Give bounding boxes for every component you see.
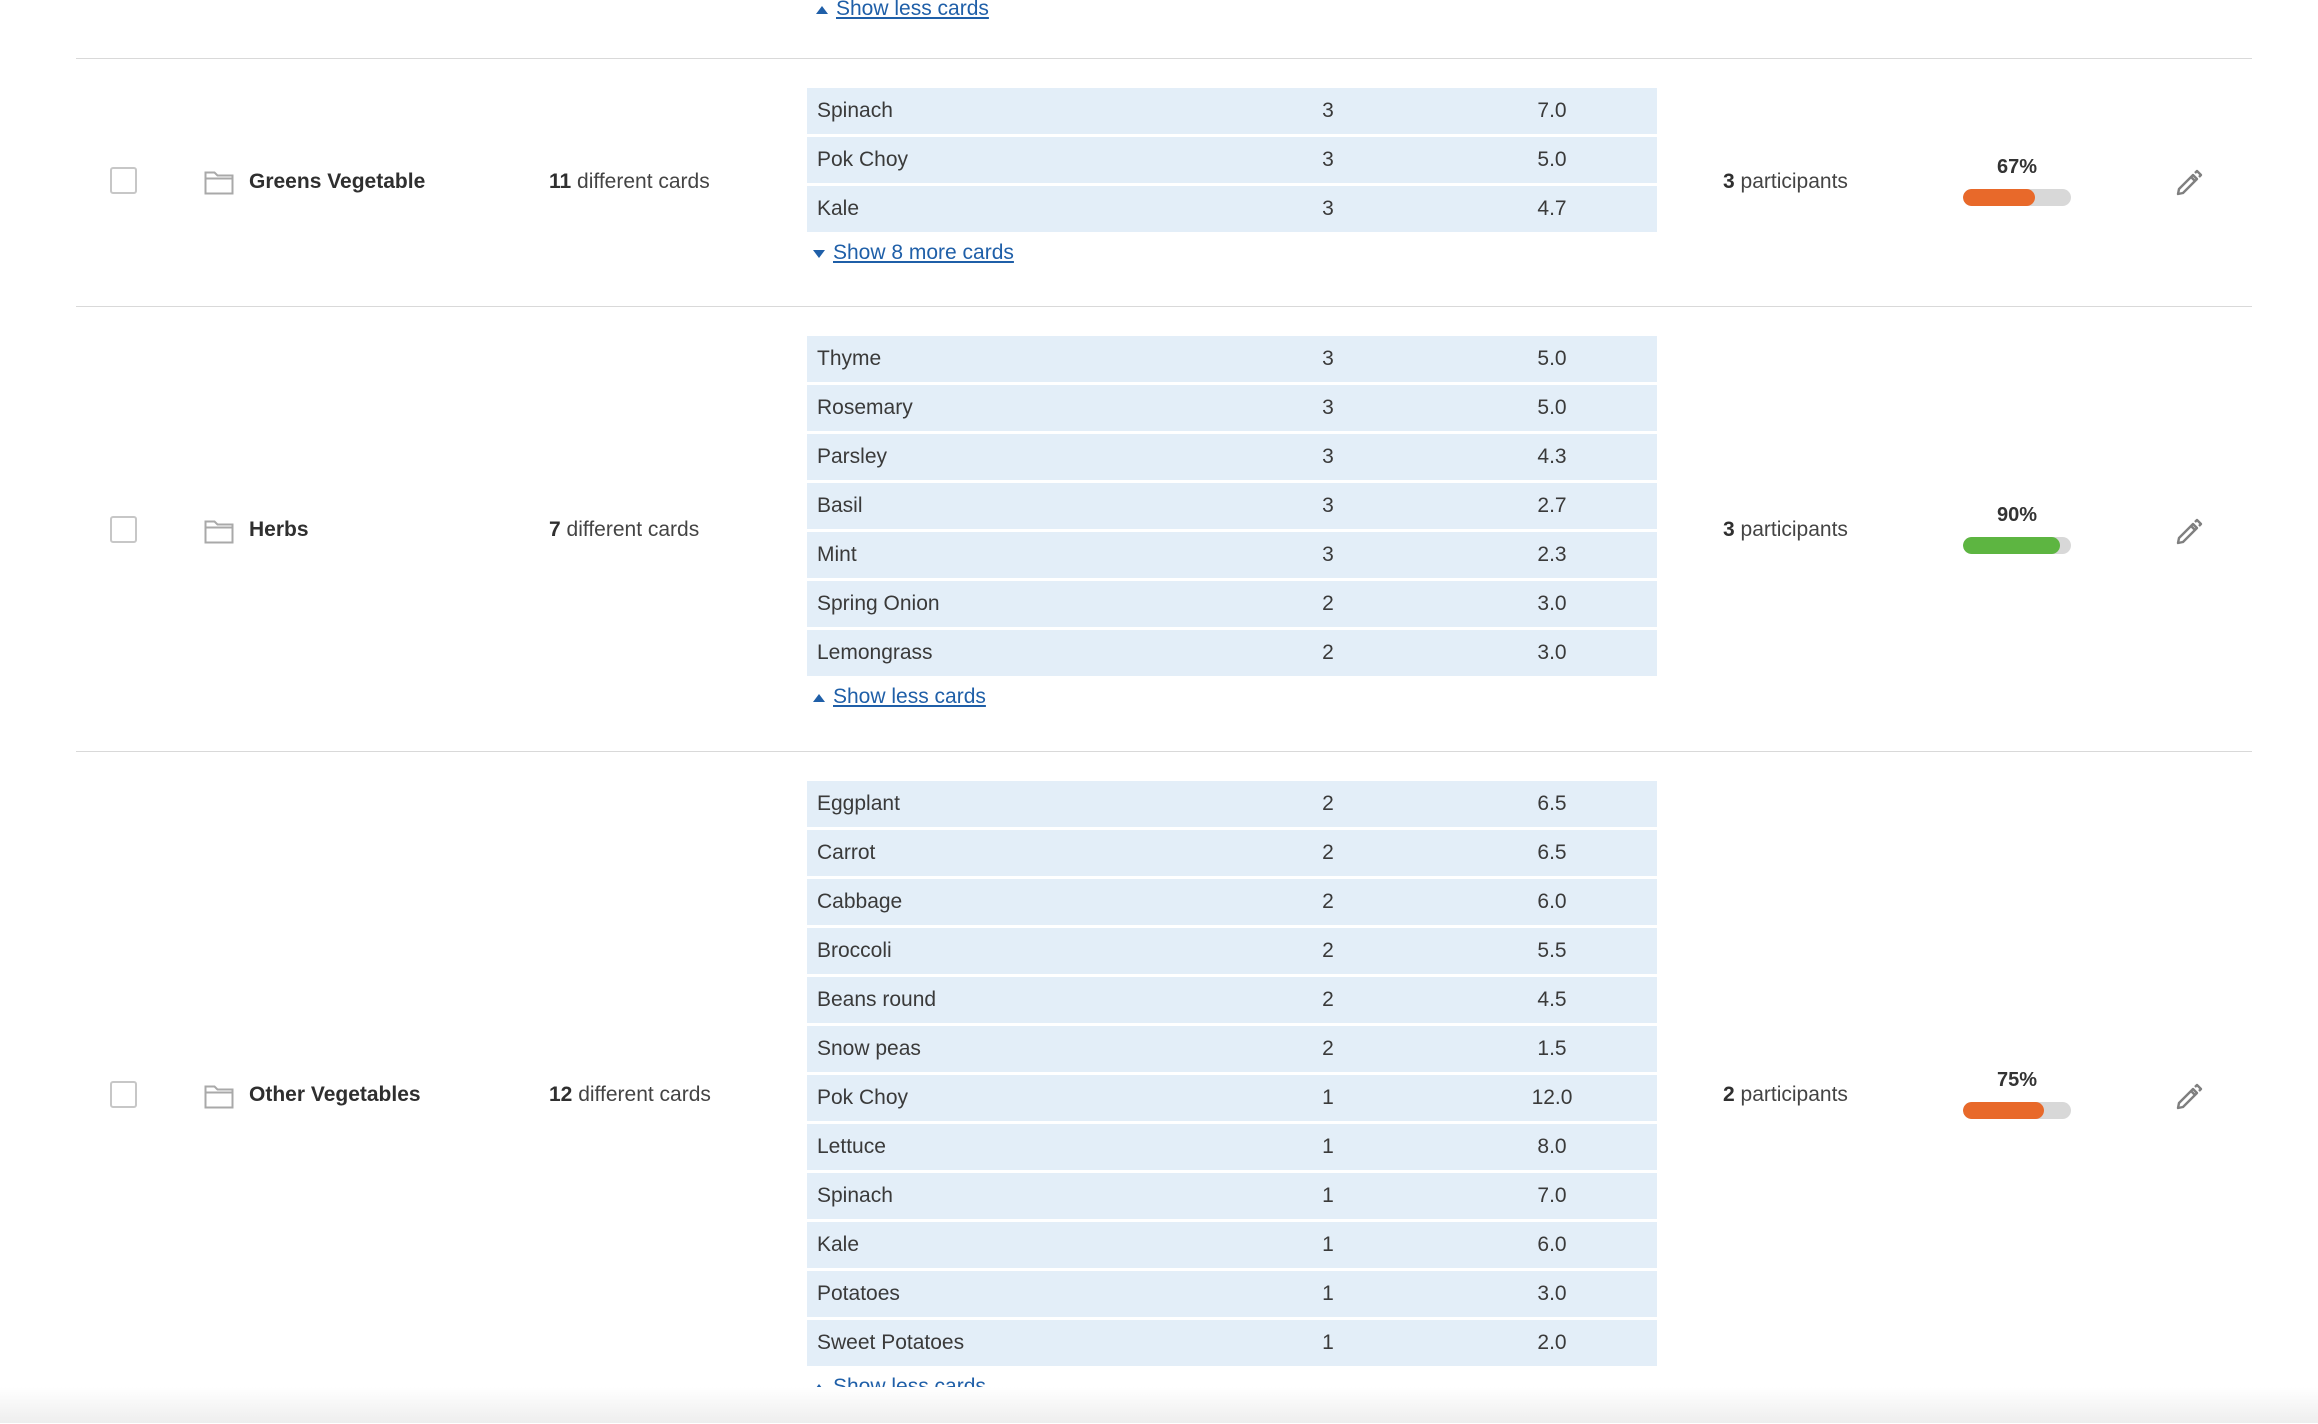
card-row (807, 1173, 1657, 1219)
agreement-bar (1963, 1102, 2071, 1119)
card-name: Carrot (817, 841, 876, 864)
card-frequency: 3 (1322, 148, 1334, 171)
card-name: Lemongrass (817, 641, 933, 664)
card-name: Kale (817, 1233, 860, 1256)
participants-number: 3 (1723, 170, 1735, 193)
folder-icon (204, 169, 234, 195)
card-frequency: 3 (1322, 543, 1334, 566)
card-row (807, 1222, 1657, 1268)
bottom-fade (0, 1387, 2318, 1423)
card-avg-position: 7.0 (1537, 1184, 1567, 1207)
agreement-bar-fill (1963, 1102, 2044, 1119)
card-avg-position: 4.3 (1537, 445, 1567, 468)
card-avg-position: 6.0 (1537, 890, 1567, 913)
card-frequency: 3 (1322, 347, 1334, 370)
card-frequency: 3 (1322, 445, 1334, 468)
card-row (807, 879, 1657, 925)
card-name: Spring Onion (817, 592, 940, 615)
card-frequency: 2 (1322, 1037, 1334, 1060)
pencil-icon[interactable] (2174, 517, 2204, 547)
agreement-percent: 75% (1996, 1069, 2038, 1091)
card-row (807, 88, 1657, 134)
card-avg-position: 6.5 (1537, 792, 1567, 815)
folder-icon (204, 1083, 234, 1109)
cards-count-number: 7 (549, 518, 561, 541)
toggle-label: Show 8 more cards (833, 241, 1014, 264)
card-frequency: 2 (1322, 939, 1334, 962)
card-avg-position: 2.7 (1537, 494, 1567, 517)
cards-table (807, 781, 1657, 1399)
row-checkbox[interactable] (110, 1081, 137, 1108)
agreement-bar-fill (1963, 537, 2060, 554)
cards-count-suffix: different cards (566, 518, 700, 541)
card-row (807, 385, 1657, 431)
toggle-label: Show less cards (836, 0, 989, 20)
show-more-cards-link[interactable] (807, 241, 1014, 265)
participants-suffix: participants (1740, 1083, 1848, 1106)
card-row (807, 977, 1657, 1023)
participants-count (1723, 1083, 1848, 1107)
participants-count (1723, 518, 1848, 542)
pencil-icon[interactable] (2174, 168, 2204, 198)
toggle-label: Show less cards (833, 685, 986, 708)
card-avg-position: 2.0 (1537, 1331, 1567, 1354)
row-checkbox[interactable] (110, 167, 137, 194)
card-frequency: 2 (1322, 841, 1334, 864)
card-name: Snow peas (817, 1037, 921, 1060)
card-row (807, 928, 1657, 974)
card-row (807, 781, 1657, 827)
participants-suffix: participants (1740, 518, 1848, 541)
card-row (807, 137, 1657, 183)
agreement-meter (1963, 1069, 2071, 1119)
agreement-bar-fill (1963, 189, 2035, 206)
card-frequency: 3 (1322, 197, 1334, 220)
agreement-percent: 67% (1996, 156, 2038, 178)
card-row (807, 434, 1657, 480)
card-name: Mint (817, 543, 857, 566)
card-frequency: 1 (1322, 1184, 1334, 1207)
card-name: Cabbage (817, 890, 903, 913)
card-avg-position: 8.0 (1537, 1135, 1567, 1158)
card-avg-position: 3.0 (1537, 641, 1567, 664)
card-avg-position: 3.0 (1537, 592, 1567, 615)
card-avg-position: 5.5 (1537, 939, 1567, 962)
card-frequency: 1 (1322, 1135, 1334, 1158)
card-avg-position: 5.0 (1537, 347, 1567, 370)
triangle-up-icon (816, 6, 828, 14)
card-row (807, 581, 1657, 627)
cards-count (549, 1083, 711, 1107)
cards-count-suffix: different cards (578, 1083, 711, 1106)
cards-count-number: 12 (549, 1083, 573, 1106)
card-avg-position: 7.0 (1537, 99, 1567, 122)
card-frequency: 1 (1322, 1282, 1334, 1305)
card-frequency: 1 (1322, 1331, 1334, 1354)
folder-icon (204, 518, 234, 544)
card-name: Spinach (817, 1184, 893, 1207)
agreement-percent: 90% (1996, 504, 2038, 526)
card-frequency: 2 (1322, 988, 1334, 1011)
category-row (76, 58, 2252, 307)
card-avg-position: 4.5 (1537, 988, 1567, 1011)
card-frequency: 3 (1322, 494, 1334, 517)
card-avg-position: 6.5 (1537, 841, 1567, 864)
card-frequency: 3 (1322, 99, 1334, 122)
card-row (807, 830, 1657, 876)
row-checkbox[interactable] (110, 516, 137, 543)
card-row (807, 1124, 1657, 1170)
card-name: Potatoes (817, 1282, 900, 1305)
card-row (807, 532, 1657, 578)
card-frequency: 2 (1322, 641, 1334, 664)
category-name: Other Vegetables (249, 1083, 421, 1106)
card-name: Eggplant (817, 792, 900, 815)
card-frequency: 2 (1322, 890, 1334, 913)
card-row (807, 1271, 1657, 1317)
participants-count (1723, 170, 1848, 194)
triangle-up-icon (813, 694, 825, 702)
category-row (76, 751, 2252, 1424)
triangle-down-icon (813, 250, 825, 258)
cards-count-suffix: different cards (577, 170, 710, 193)
card-avg-position: 6.0 (1537, 1233, 1567, 1256)
cards-count-number: 11 (549, 170, 572, 193)
agreement-bar (1963, 537, 2071, 554)
card-name: Basil (817, 494, 863, 517)
card-row (807, 1320, 1657, 1366)
agreement-meter (1963, 156, 2071, 206)
cards-table (807, 88, 1657, 265)
participants-suffix: participants (1740, 170, 1848, 193)
card-avg-position: 4.7 (1537, 197, 1567, 220)
category-name: Herbs (249, 518, 309, 541)
agreement-bar (1963, 189, 2071, 206)
category-name: Greens Vegetable (249, 170, 426, 193)
card-avg-position: 5.0 (1537, 396, 1567, 419)
card-name: Sweet Potatoes (817, 1331, 965, 1354)
card-avg-position: 12.0 (1531, 1086, 1573, 1109)
card-name: Rosemary (817, 396, 913, 419)
card-avg-position: 3.0 (1537, 1282, 1567, 1305)
card-row (807, 1075, 1657, 1121)
card-frequency: 2 (1322, 592, 1334, 615)
card-name: Kale (817, 197, 860, 220)
card-name: Pok Choy (817, 1086, 909, 1109)
card-frequency: 2 (1322, 792, 1334, 815)
card-name: Thyme (817, 347, 882, 370)
card-name: Pok Choy (817, 148, 909, 171)
card-frequency: 1 (1322, 1086, 1334, 1109)
pencil-icon[interactable] (2174, 1082, 2204, 1112)
cards-count (549, 518, 699, 542)
category-row (76, 306, 2252, 752)
agreement-meter (1963, 504, 2071, 554)
card-avg-position: 1.5 (1537, 1037, 1567, 1060)
card-row (807, 483, 1657, 529)
card-name: Broccoli (817, 939, 892, 962)
cards-count (549, 170, 710, 194)
participants-number: 2 (1723, 1083, 1735, 1106)
card-name: Spinach (817, 99, 893, 122)
card-avg-position: 5.0 (1537, 148, 1567, 171)
show-less-cards-link[interactable] (810, 0, 989, 21)
card-name: Lettuce (817, 1135, 886, 1158)
card-name: Beans round (817, 988, 937, 1011)
card-frequency: 3 (1322, 396, 1334, 419)
show-less-cards-link[interactable] (807, 685, 986, 709)
card-avg-position: 2.3 (1537, 543, 1567, 566)
cards-table (807, 336, 1657, 709)
card-name: Parsley (817, 445, 888, 468)
card-row (807, 336, 1657, 382)
card-frequency: 1 (1322, 1233, 1334, 1256)
card-row (807, 630, 1657, 676)
card-row (807, 1026, 1657, 1072)
card-row (807, 186, 1657, 232)
participants-number: 3 (1723, 518, 1735, 541)
